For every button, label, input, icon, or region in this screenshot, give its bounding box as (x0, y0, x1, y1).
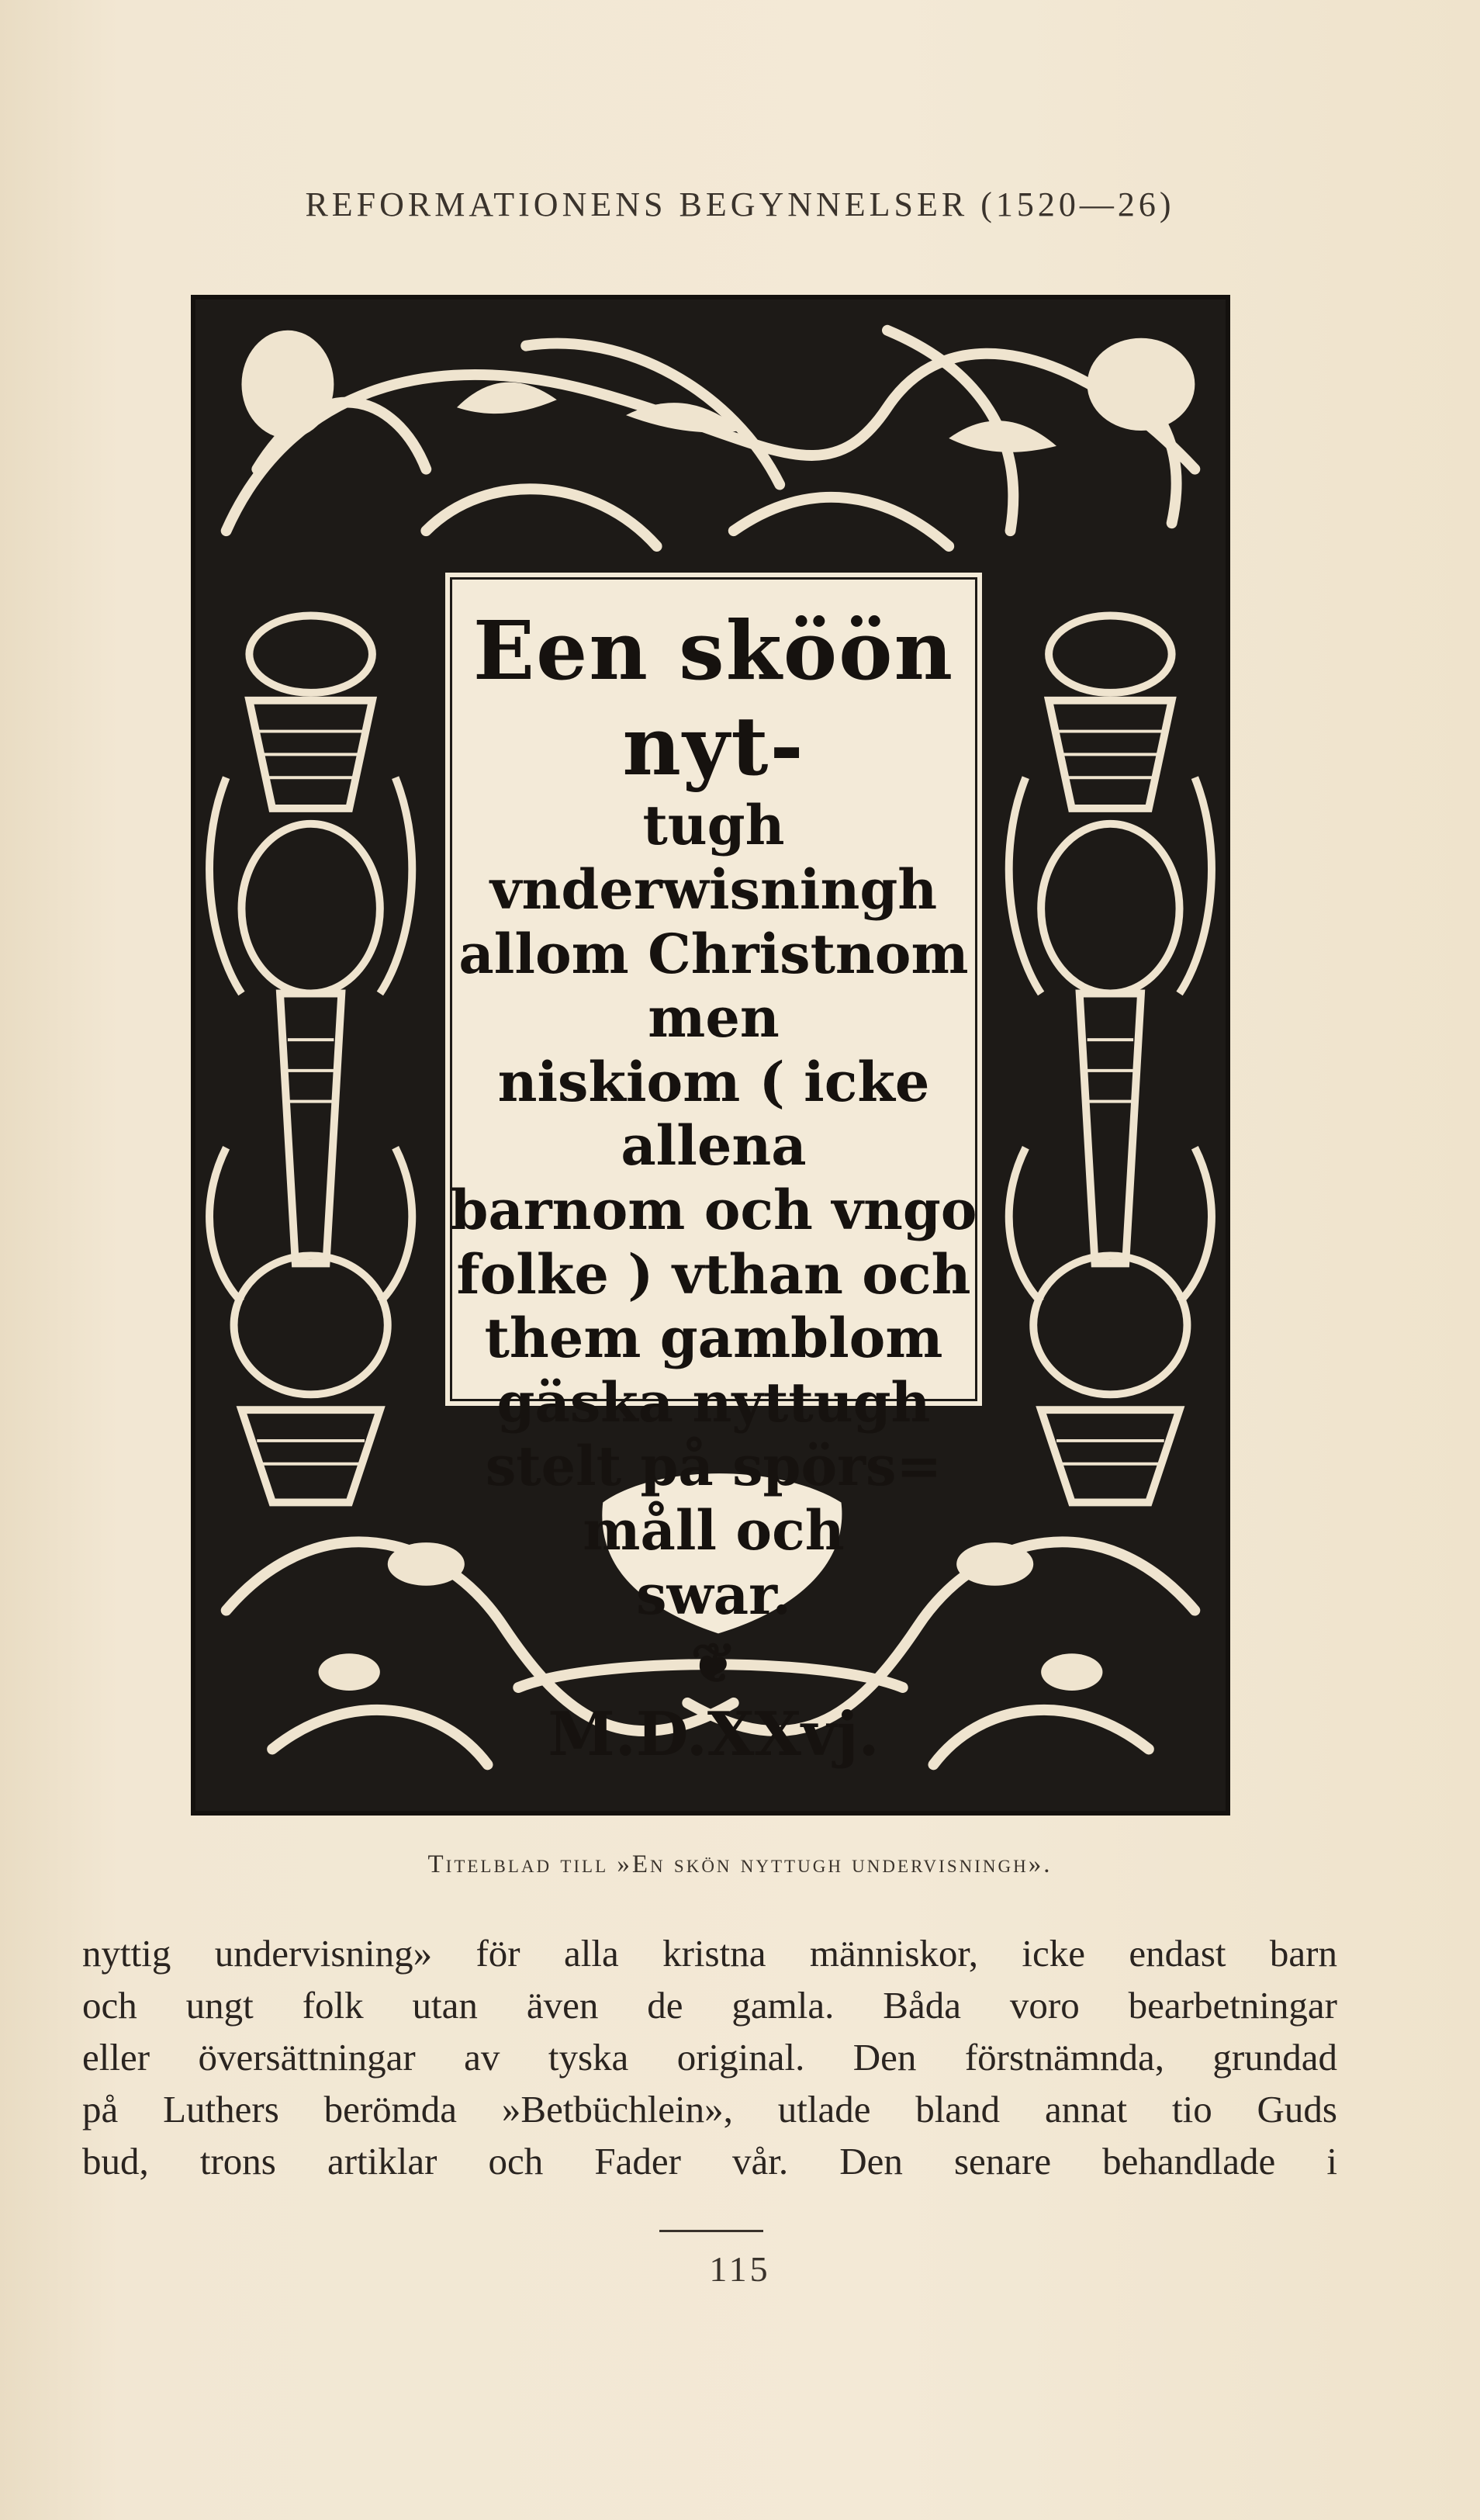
text-line: bud, trons artiklar och Fader vår. Den senare behandlade i (82, 2140, 1337, 2182)
title-line: niskiom ( icke allena (497, 1049, 930, 1179)
title-line: barnom och vngo (450, 1178, 977, 1242)
title-line: Een sköön nyt- (472, 603, 955, 794)
text-line: eller översättningar av tyska original. Den förstnämnda, grundad (82, 2036, 1337, 2079)
title-line: folke ) vthan och (456, 1241, 971, 1307)
title-line: them gamblom (484, 1306, 943, 1371)
title-line: tugh vnderwisningh (489, 793, 938, 922)
title-year: M.D.XXvj. (548, 1698, 880, 1770)
woodcut-title-page (191, 295, 1230, 1816)
title-line: måll och (583, 1497, 845, 1563)
text-line: och ungt folk utan även de gamla. Båda voro bearbetningar (82, 1984, 1337, 2027)
body-text (82, 1927, 1337, 2187)
title-line: swar. (636, 1562, 791, 1627)
footer-rule (659, 2230, 763, 2232)
title-line: gäska nyttugh (496, 1369, 931, 1435)
title-line: allom Christnom men (458, 921, 969, 1051)
text-line: på Luthers berömda »Betbüchlein», utlade bland annat tio Guds (82, 2088, 1337, 2131)
text-line: nyttig undervisning» för alla kristna människor, icke endast barn (82, 1932, 1337, 1975)
woodcut-title-panel (442, 569, 985, 1770)
running-head: REFORMATIONENS BEGYNNELSER (1520—26) (305, 185, 1175, 223)
figure-caption: Titelblad till »En skön nyttugh undervisningh». (427, 1850, 1053, 1878)
page-number: 115 (709, 2249, 771, 2289)
fleuron-icon: ❦ (690, 1631, 737, 1696)
title-line: stelt på spörs= (485, 1434, 942, 1499)
